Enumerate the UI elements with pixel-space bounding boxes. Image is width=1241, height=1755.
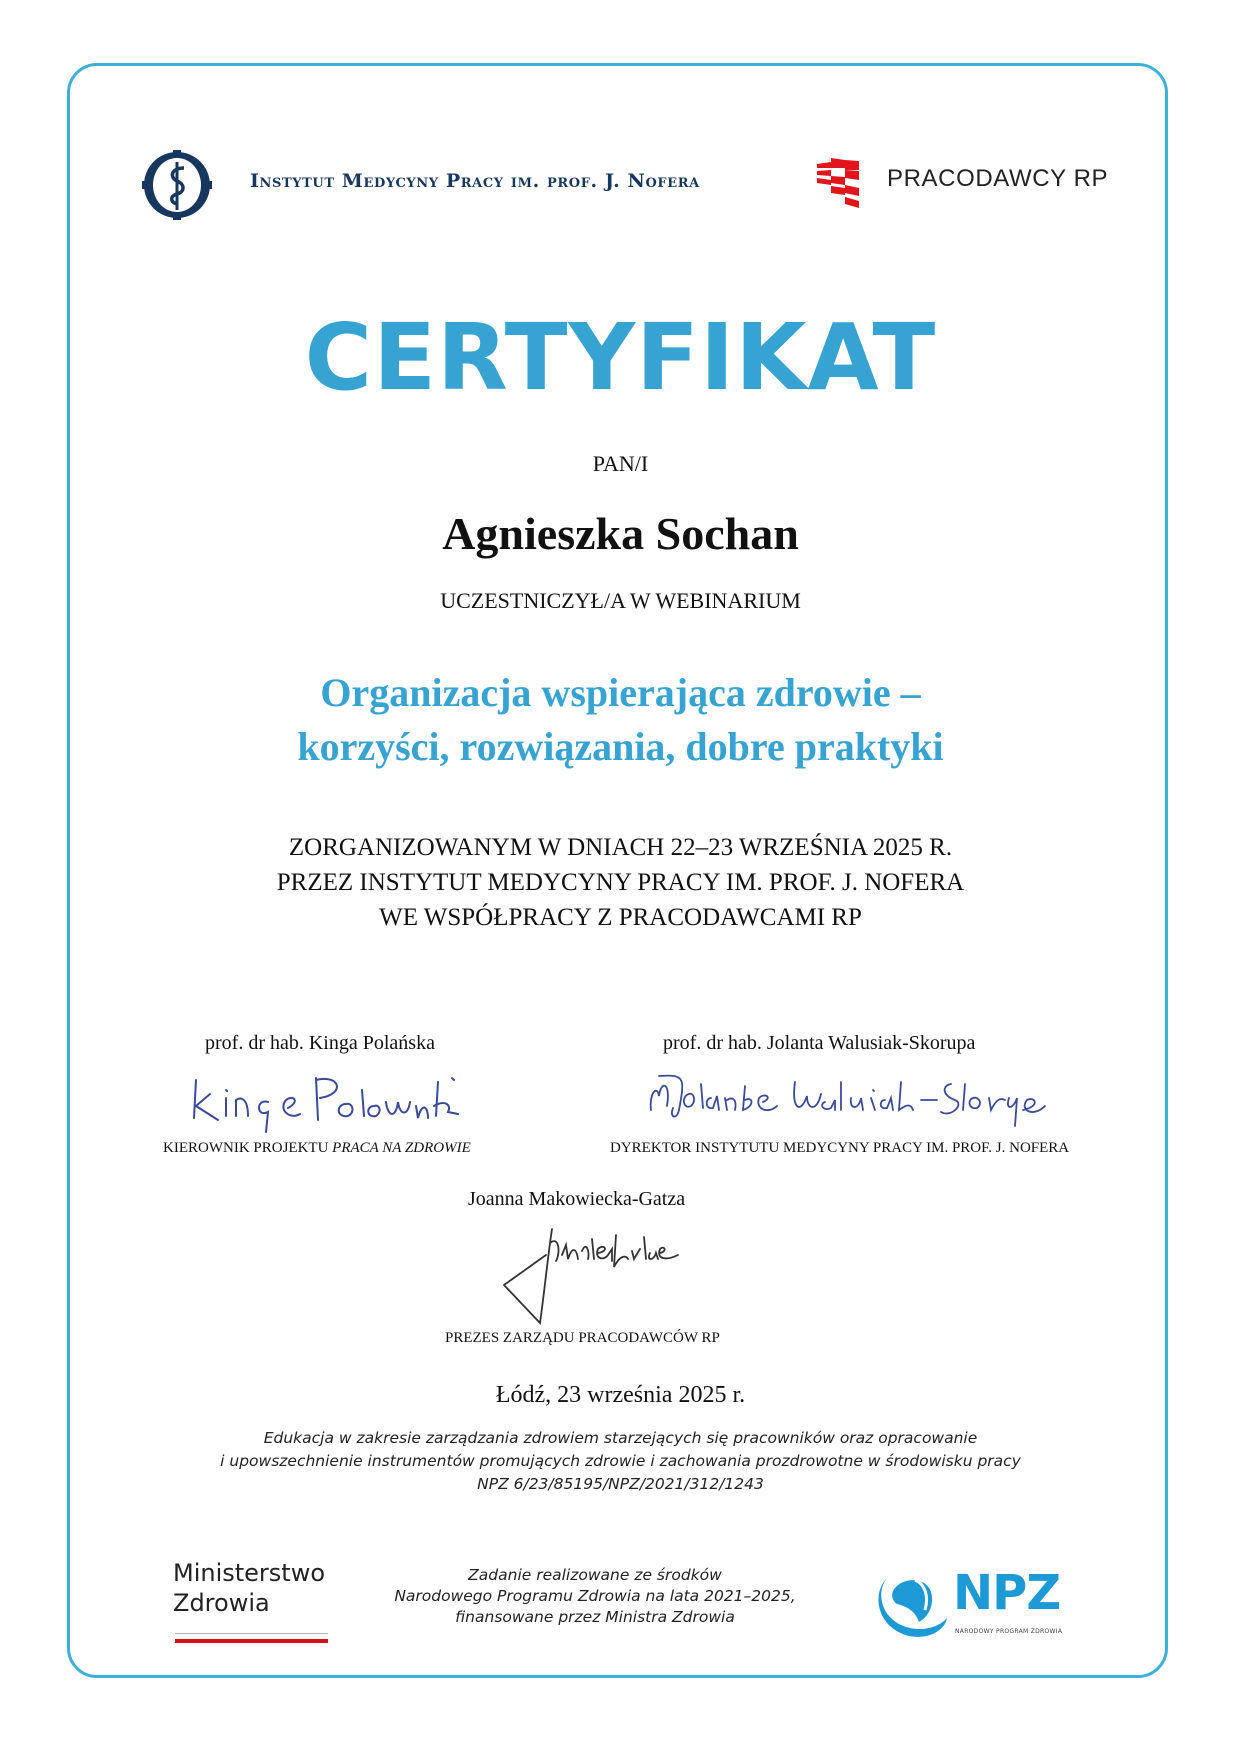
place-and-date: Łódź, 23 września 2025 r. (495, 1382, 746, 1408)
signatory-1-role-prefix: KIEROWNIK PROJEKTU (163, 1140, 333, 1156)
organized-line-2: PRZEZ INSTYTUT MEDYCYNY PRACY IM. PROF. J. NOFERA (276, 869, 965, 896)
grant-number: NPZ 6/23/85195/NPZ/2021/312/1243 (477, 1475, 764, 1493)
webinar-title (0, 666, 1241, 774)
education-statement (0, 1427, 1241, 1496)
pracodawcy-name: PRACODAWCY RP (887, 165, 1109, 192)
imp-logo-icon (142, 150, 212, 220)
npz-name: NPZ (953, 1565, 1061, 1621)
funding-statement (370, 1565, 820, 1628)
education-line-2: i upowszechnienie instrumentów promujących zdrowie i zachowania prozdrowotne w środowisku pracy (220, 1452, 1021, 1470)
organized-line-1: ZORGANIZOWANYM W DNIACH 22–23 WRZEŚNIA 2025 R. (288, 834, 953, 861)
signatory-1-role (163, 1140, 471, 1157)
npz-swirl-icon (875, 1570, 950, 1640)
signature-2 (645, 1070, 1045, 1130)
funding-line-1: Zadanie realizowane ze środków (468, 1566, 722, 1584)
signatory-3-role: PREZES ZARZĄDU PRACODAWCÓW RP (445, 1330, 720, 1346)
webinar-title-line-2: korzyści, rozwiązania, dobre praktyki (297, 724, 944, 769)
ministry-logo-red-bar (175, 1639, 328, 1643)
signature-1 (190, 1072, 470, 1127)
signatory-1-name: prof. dr hab. Kinga Polańska (205, 1032, 435, 1054)
participated-label: UCZESTNICZYŁ/A W WEBINARIUM (440, 588, 801, 613)
pracodawcy-logo-icon (817, 158, 872, 208)
certificate-title: CERTYFIKAT (304, 304, 937, 411)
signatory-1-project-name: PRACA NA ZDROWIE (332, 1140, 471, 1156)
salutation: PAN/I (592, 451, 649, 476)
ministry-logo-grey-bar (175, 1633, 328, 1634)
imp-institute-name: Instytut Medycyny Pracy im. prof. J. Nofera (250, 170, 700, 192)
signatory-3-name: Joanna Makowiecka-Gatza (468, 1188, 686, 1210)
organized-line-3: WE WSPÓŁPRACY Z PRACODAWCAMI RP (379, 904, 862, 931)
ministry-of-health-logo (173, 1558, 325, 1618)
education-line-1: Edukacja w zakresie zarządzania zdrowiem starzejących się pracowników oraz opracowanie (263, 1429, 978, 1447)
npz-subtitle: NARODOWY PROGRAM ZDROWIA (955, 1628, 1063, 1635)
funding-line-2: Narodowego Programu Zdrowia na lata 2021–2025, (394, 1587, 796, 1605)
funding-line-3: finansowane przez Ministra Zdrowia (455, 1608, 735, 1626)
signatory-2-role: DYREKTOR INSTYTUTU MEDYCYNY PRACY IM. PROF. J. NOFERA (610, 1140, 1070, 1156)
signatory-2-name: prof. dr hab. Jolanta Walusiak-Skorupa (663, 1032, 976, 1054)
organizer-statement (0, 830, 1241, 935)
ministry-line-1: Ministerstwo (173, 1559, 326, 1587)
signature-3 (500, 1225, 680, 1330)
webinar-title-line-1: Organizacja wspierająca zdrowie – (320, 670, 921, 715)
ministry-line-2: Zdrowia (173, 1589, 270, 1617)
recipient-name: Agnieszka Sochan (442, 508, 799, 559)
